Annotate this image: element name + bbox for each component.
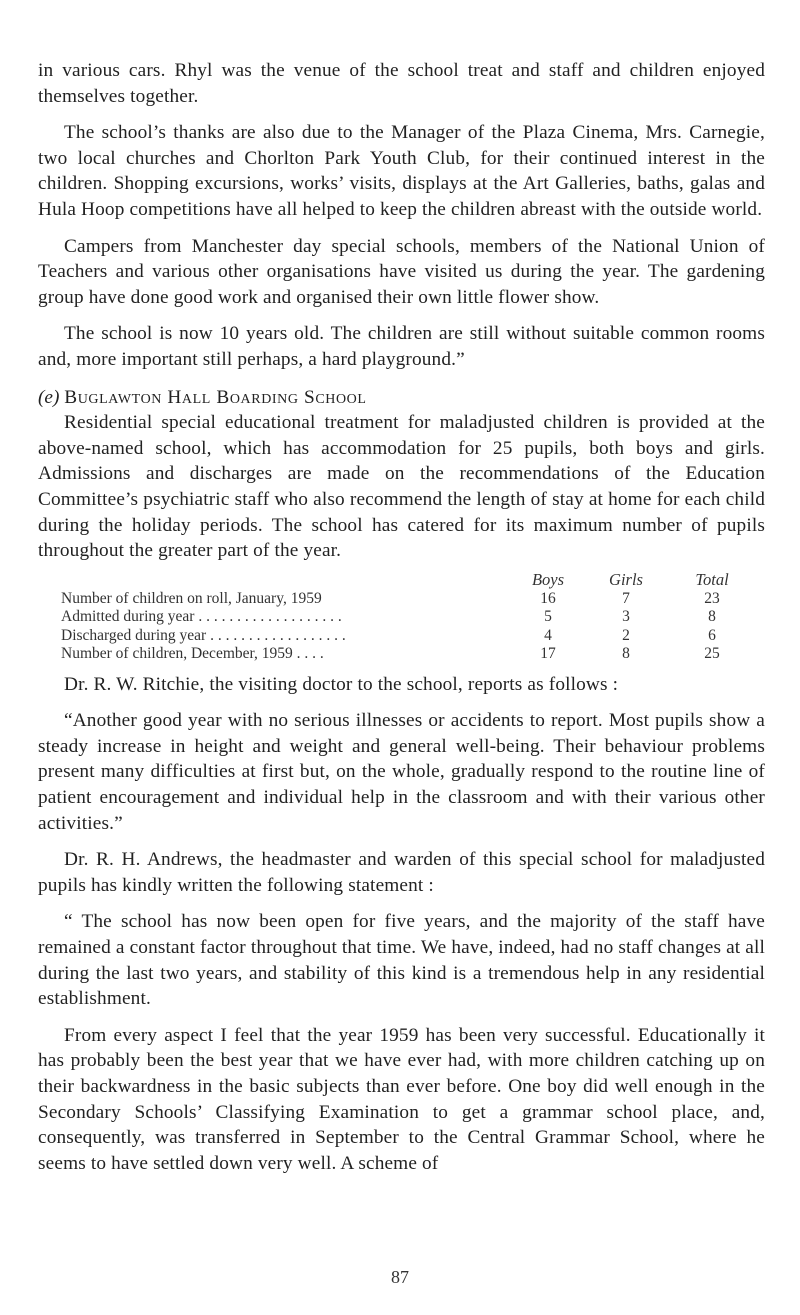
total-value: 6: [708, 626, 716, 644]
paragraph-residential: Residential special educational treatment for maladjusted children is provided at the above-named school, which has accommodation for 25 pupils, both boys and girls. Admissions and discharges are made on the recommendations of the Education Committee’s psychiatric staff who also recommend the length of stay at home for each child during the holiday periods. The school has catered for its maximum number of pupils throughout the greater part of the year.: [38, 412, 765, 562]
section-label: (e): [38, 386, 60, 408]
boys-value: 17: [540, 645, 556, 663]
document-page: [38, 58, 765, 1176]
column-header-total: Total: [695, 569, 729, 589]
boys-value: 4: [544, 626, 552, 644]
pupil-statistics-table: [61, 570, 755, 664]
girls-value: 2: [622, 626, 630, 644]
row-label: Number of children on roll, January, 1959: [61, 589, 322, 607]
boys-value: 16: [540, 589, 556, 607]
paragraph-school-age: The school is now 10 years old. The children are still without suitable common rooms and, more important still perhaps, a hard playground.”: [38, 323, 765, 370]
table-header-row: [61, 570, 755, 590]
paragraph-thanks: The school’s thanks are also due to the Manager of the Plaza Cinema, Mrs. Carnegie, two local churches and Chorlton Park Youth Club, for their continued interest in the children. Shopping excursions, works’ visits, displays at the Art Galleries, baths, galas and Hula Hoop competitions have all helped to keep the children abreast with the outside world.: [38, 122, 765, 220]
section-title: Buglawton Hall Boarding School: [64, 386, 367, 408]
paragraph-doctor-intro: Dr. R. W. Ritchie, the visiting doctor to the school, reports as follows :: [64, 673, 619, 695]
girls-value: 7: [622, 589, 630, 607]
column-header-girls: Girls: [609, 569, 643, 589]
girls-value: 8: [622, 645, 630, 663]
row-label: Discharged during year . . . . . . . . . . . . . . . . . .: [61, 626, 346, 644]
paragraph-campers: Campers from Manchester day special schools, members of the National Union of Teachers and various other organisations have visited us during the year. The gardening group have done good work and organised their own little flower show.: [38, 235, 765, 308]
column-header-boys: Boys: [531, 569, 565, 589]
table-row: [61, 608, 755, 627]
total-value: 25: [704, 645, 720, 663]
total-value: 8: [708, 608, 716, 626]
table-row: [61, 590, 755, 609]
row-label: Number of children, December, 1959 . . . .: [61, 645, 324, 663]
girls-value: 3: [622, 608, 630, 626]
row-label: Admitted during year . . . . . . . . . . . . . . . . . . .: [61, 608, 342, 626]
paragraph-headmaster-statement: “ The school has now been open for five years, and the majority of the staff have remained a constant factor throughout that time. We have, indeed, had no staff changes at all during the last two years, and stability of this kind is a tremendous help in any residential establishment.: [38, 911, 765, 1010]
paragraph-continuation: in various cars. Rhyl was the venue of the school treat and staff and children enjoyed themselves together.: [38, 60, 765, 107]
section-heading: [38, 385, 765, 411]
table-row: [61, 645, 755, 664]
table-row: [61, 627, 755, 646]
paragraph-headmaster-intro: Dr. R. H. Andrews, the headmaster and warden of this special school for maladjusted pupils has kindly written the following statement :: [38, 849, 765, 896]
paragraph-doctor-report: “Another good year with no serious illnesses or accidents to report. Most pupils show a steady increase in height and weight and general well-being. Their behaviour problems present many difficulties at first but, on the whole, gradually respond to the routine line of patient encouragement and individual help in the classroom and with their various other activities.”: [38, 710, 765, 834]
total-value: 23: [704, 589, 720, 607]
paragraph-headmaster-year: From every aspect I feel that the year 1959 has been very successful. Educationally it has probably been the best year that we have ever had, with more children catching up on their backwardness in the basic subjects than ever before. One boy did well enough in the Secondary Schools’ Classifying Examination to get a grammar school place, and, consequently, was transferred in September to the Central Grammar School, where he seems to have settled down very well. A scheme of: [38, 1024, 765, 1174]
boys-value: 5: [544, 608, 552, 626]
page-number: 87: [391, 1267, 409, 1287]
